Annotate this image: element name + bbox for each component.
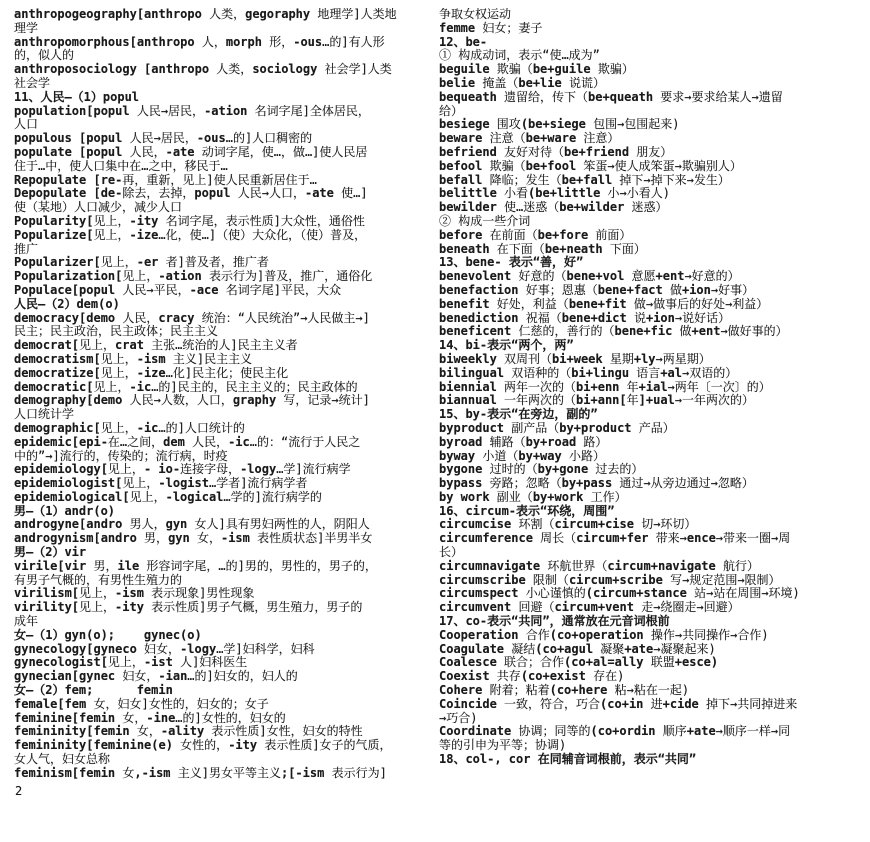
text-line: 推广 xyxy=(14,241,39,256)
text-line: feminine[femin 女，-ine…的]女性的，妇女的 xyxy=(14,710,286,725)
right-column xyxy=(439,8,867,767)
text-line: benevolent 好意的（bene+vol 意愿+ent→好意的） xyxy=(439,269,740,284)
text-line: →巧合) xyxy=(439,710,478,725)
page-number: 2 xyxy=(15,784,23,798)
text-line: gynecology[gyneco 妇女，-logy…学]妇科学，妇科 xyxy=(14,641,315,656)
text-line: belie 掩盖（be+lie 说谎） xyxy=(439,75,605,90)
text-line: femininity[feminine(e) 女性的，-ity 表示性质]女子的气质， xyxy=(14,738,392,753)
text-line: 人口 xyxy=(14,117,39,132)
text-line: circumnavigate 环航世界（circum+navigate 航行） xyxy=(439,558,759,573)
text-line: gynecian[gynec 妇女，-ian…的]妇女的，妇人的 xyxy=(14,669,298,684)
text-line: bygone 过时的（by+gone 过去的） xyxy=(439,462,644,477)
text-line: virilism[见上，-ism 表示现象]男性现象 xyxy=(14,586,255,601)
text-line: Cohere 附着；粘着(co+here 粘→粘在一起) xyxy=(439,683,690,698)
text-line: Populace[popul 人民→平民，-ace 名词字尾]平民，大众 xyxy=(14,282,341,297)
text-line: circumcise 环割（circum+cise 切→环切） xyxy=(439,517,697,532)
text-line: Coordinate 协调；同等的(co+ordin 顺序+ate→顺序一样→同 xyxy=(439,724,791,739)
text-line: 中的”→]流行的，传染的；流行病，时疫 xyxy=(14,448,228,463)
text-line: benefit 好处，利益（bene+fit 做→做事后的好处→利益） xyxy=(439,296,769,311)
section-heading: 11、人民—（1）popul xyxy=(14,89,140,104)
text-line: 民主；民主政治，民主政体；民主主义 xyxy=(14,324,219,339)
section-heading: 女—（2）fem; femin xyxy=(14,683,173,698)
text-line: bilingual 双语种的（bi+lingu 语言+al→双语的） xyxy=(439,365,738,380)
text-line: feminism[femin 女,-ism 主义]男女平等主义;[-ism 表示行为] xyxy=(14,765,387,780)
text-line: populous [popul 人民→居民，-ous…的]人口稠密的 xyxy=(14,131,313,146)
text-line: Popularize[见上，-ize…化，使…]（使）大众化，（使）普及， xyxy=(14,227,367,242)
text-line: democratism[见上，-ism 主义]民主主义 xyxy=(14,351,253,366)
text-line: epidemiology[见上，- io-连接字母，-logy…学]流行病学 xyxy=(14,462,351,477)
section-heading: 女—（1）gyn(o); gynec(o) xyxy=(14,627,202,642)
text-line: byroad 辅路（by+road 路） xyxy=(439,434,608,449)
text-line: virility[见上，-ity 表示性质]男子气概，男生殖力，男子的 xyxy=(14,600,363,615)
section-heading: 13、bene- 表示“善，好” xyxy=(439,255,584,270)
text-line: ① 构成动词，表示“使…成为” xyxy=(439,48,600,63)
text-line: 人口统计学 xyxy=(14,407,75,422)
left-column xyxy=(14,8,438,781)
text-line: beware 注意（be+ware 注意） xyxy=(439,131,620,146)
text-line: epidemic[epi-在…之间，dem 人民，-ic…的：“流行于人民之 xyxy=(14,434,361,449)
section-heading: 男—（1）andr(o) xyxy=(14,503,116,518)
text-line: 成年 xyxy=(14,614,39,629)
text-line: democrat[见上，crat 主张…统治的人]民主主义者 xyxy=(14,338,298,353)
text-line: bypass 旁路；忽略（by+pass 通过→从旁边通过→忽略） xyxy=(439,476,754,491)
text-line: 理学 xyxy=(14,20,39,35)
text-line: bewilder 使…迷惑（be+wilder 迷惑） xyxy=(439,200,668,215)
text-line: biweekly 双周刊（bi+week 星期+ly→两星期） xyxy=(439,351,711,366)
text-line: anthropogeography[anthropo 人类，gegoraphy 地理学]人类地 xyxy=(14,8,397,21)
text-line: 给） xyxy=(439,103,464,118)
text-line: population[popul 人民→居民，-ation 名词字尾]全体居民， xyxy=(14,103,370,118)
section-heading: 人民—（2）dem(o) xyxy=(14,296,120,311)
text-line: 的，似人的 xyxy=(14,48,75,63)
text-line: androgynism[andro 男，gyn 女，-ism 表性质状态]半男半女 xyxy=(14,531,373,546)
text-line: beneficent 仁慈的，善行的（bene+fic 做+ent→做好事的） xyxy=(439,324,788,339)
text-line: anthroposociology [anthropo 人类，sociology 社会学]人类 xyxy=(14,62,392,77)
text-line: democracy[demo 人民，cracy 统治：“人民统治”→人民做主→] xyxy=(14,310,370,325)
text-line: circumspect 小心谨慎的(circum+stance 站→站在周围→环境) xyxy=(439,586,800,601)
text-line: femme 妇女；妻子 xyxy=(439,20,543,35)
section-heading: 男—（2）vir xyxy=(14,545,87,560)
text-line: Popularity[见上，-ity 名词字尾，表示性质]大众性，通俗性 xyxy=(14,213,365,228)
text-line: circumference 周长（circum+fer 带来→ence→带来一圈→周 xyxy=(439,531,791,546)
text-line: 等的引申为平等；协调) xyxy=(439,738,567,753)
text-line: bequeath 遗留给，传下（be+queath 要求→要求给某人→遗留 xyxy=(439,89,783,104)
text-line: before 在前面（be+fore 前面） xyxy=(439,227,632,242)
text-line: democratic[见上，-ic…的]民主的，民主主义的；民主政体的 xyxy=(14,379,358,394)
text-line: androgyne[andro 男人，gyn 女人]具有男妇两性的人，阴阳人 xyxy=(14,517,370,532)
text-line: Depopulate [de-除去，去掉，popul 人民→人口，-ate 使…] xyxy=(14,186,368,201)
text-line: benefaction 好事；恩惠（bene+fact 做+ion→好事） xyxy=(439,282,755,297)
text-line: biannual 一年两次的（bi+ann[年]+ual→一年两次的） xyxy=(439,393,754,408)
text-line: Coexist 共存(co+exist 存在) xyxy=(439,669,625,684)
text-line: ② 构成一些介词 xyxy=(439,213,531,228)
text-line: demography[demo 人民→人数，人口，graphy 写，记录→统计] xyxy=(14,393,370,408)
text-line: epidemiological[见上，-logical…学的]流行病学的 xyxy=(14,489,322,504)
text-line: Coincide 一致，符合，巧合(co+in 进+cide 掉下→共同掉进来 xyxy=(439,696,798,711)
section-heading: 16、circum-表示“环绕，周围” xyxy=(439,503,615,518)
text-line: epidemiologist[见上，-logist…学者]流行病学者 xyxy=(14,476,308,491)
section-heading: 15、by-表示“在旁边，副的” xyxy=(439,407,598,422)
text-line: Coalesce 联合；合作(co+al=ally 联盟+esce) xyxy=(439,655,719,670)
text-line: beguile 欺骗（be+guile 欺骗） xyxy=(439,62,634,77)
text-line: befool 欺骗（be+fool 笨蛋→使人成笨蛋→欺骗别人） xyxy=(439,158,742,173)
text-line: femininity[femin 女，-ality 表示性质]女性，妇女的特性 xyxy=(14,724,363,739)
text-line: beneath 在下面（be+neath 下面） xyxy=(439,241,646,256)
text-line: belittle 小看(be+little 小→小看人) xyxy=(439,186,670,201)
text-line: 女人气，妇女总称 xyxy=(14,752,111,767)
text-line: 住于…中，使人口集中在…之中，移民于… xyxy=(14,158,228,173)
text-line: 社会学 xyxy=(14,75,51,90)
text-line: female[fem 女，妇女]女性的，妇女的；女子 xyxy=(14,696,269,711)
text-line: by work 副业（by+work 工作） xyxy=(439,489,627,504)
text-line: Cooperation 合作(co+operation 操作→共同操作→合作) xyxy=(439,627,769,642)
text-line: circumscribe 限制（circum+scribe 写→规定范围→限制） xyxy=(439,572,781,587)
text-line: demographic[见上，-ic…的]人口统计的 xyxy=(14,420,245,435)
text-line: Repopulate [re-再，重新，见上]使人民重新居住于… xyxy=(14,172,317,187)
text-line: circumvent 回避（circum+vent 走→绕圈走→回避） xyxy=(439,600,740,615)
section-heading: 17、co-表示“共同”，通常放在元音词根前 xyxy=(439,614,670,629)
text-line: 长） xyxy=(439,545,464,560)
text-line: benediction 祝福（bene+dict 说+ion→说好话） xyxy=(439,310,731,325)
section-heading: 14、bi-表示“两个，两” xyxy=(439,338,574,353)
text-line: besiege 围攻(be+siege 包围→包围起来) xyxy=(439,117,680,132)
text-line: gynecologist[见上，-ist 人]妇科医生 xyxy=(14,655,248,670)
text-line: populate [popul 人民，-ate 动词字尾，使…，做…]使人民居 xyxy=(14,144,368,159)
section-heading: 12、be- xyxy=(439,34,488,49)
section-heading: 18、col-, cor 在同辅音词根前，表示“共同” xyxy=(439,752,697,767)
text-line: anthropomorphous[anthropo 人，morph 形，-ous…的]有人形 xyxy=(14,34,385,49)
text-line: virile[vir 男，ile 形容词字尾，…的]男的，男性的，男子的， xyxy=(14,558,377,573)
text-line: biennial 两年一次的（bi+enn 年+ial→两年〔一次〕的） xyxy=(439,379,771,394)
text-line: befriend 友好对待（be+friend 朋友） xyxy=(439,144,673,159)
text-line: 有男子气概的，有男性生殖力的 xyxy=(14,572,183,587)
text-line: 争取女权运动 xyxy=(439,8,512,21)
text-line: byproduct 副产品（by+product 产品） xyxy=(439,420,675,435)
text-line: Coagulate 凝结(co+agul 凝聚+ate→凝聚起来) xyxy=(439,641,716,656)
text-line: democratize[见上，-ize…化]民主化；使民主化 xyxy=(14,365,289,380)
text-line: byway 小道（by+way 小路） xyxy=(439,448,605,463)
text-line: 使（某地）人口减少，减少人口 xyxy=(14,200,183,215)
text-line: befall 降临；发生（be+fall 掉下→掉下来→发生） xyxy=(439,172,730,187)
text-line: Popularizer[见上，-er 者]普及者，推广者 xyxy=(14,255,269,270)
text-line: Popularization[见上，-ation 表示行为]普及，推广，通俗化 xyxy=(14,269,373,284)
